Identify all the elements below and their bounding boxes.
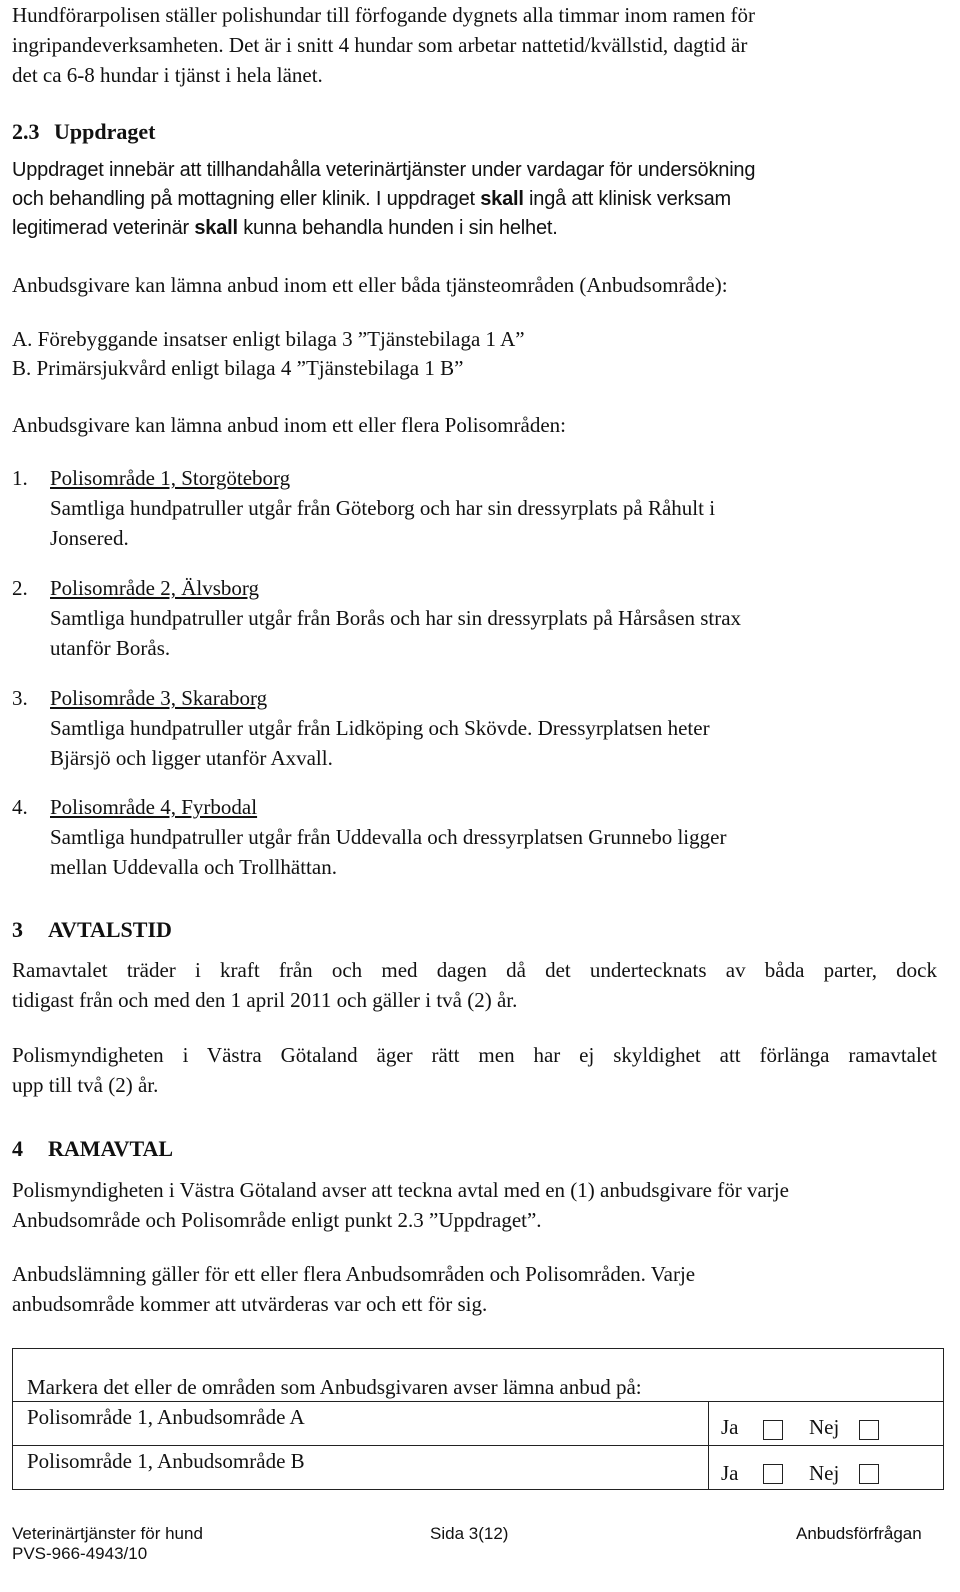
- area-title: Polisområde 4, Fyrbodal: [50, 795, 258, 819]
- ramavtal-paragraph-1: [12, 1175, 937, 1235]
- area-title: Polisområde 2, Älvsborg: [50, 576, 260, 600]
- uppdraget-paragraph: [12, 156, 937, 243]
- section-heading-2-3: [12, 118, 155, 146]
- text-run: ingå att klinisk verksam: [523, 188, 731, 210]
- paragraph-line: Anbudslämning gäller för ett eller flera Anbudsområden och Polisområden. Varje: [12, 1262, 696, 1286]
- no-checkbox[interactable]: [859, 1464, 879, 1484]
- option-text: Primärsjukvård enligt bilaga 4 ”Tjänstebilaga 1 B”: [36, 356, 464, 380]
- emphasis-skall: skall: [480, 188, 524, 210]
- area-line: utanför Borås.: [50, 636, 171, 660]
- table-row-divider: [13, 1445, 943, 1446]
- paragraph-line: [12, 185, 937, 214]
- option-text: Förebyggande insatser enligt bilaga 3 ”Tjänstebilaga 1 A”: [37, 327, 525, 351]
- footer-right: Anbudsförfrågan: [796, 1524, 922, 1543]
- ramavtal-paragraph-2: [12, 1259, 937, 1319]
- table-row-label: Polisområde 1, Anbudsområde B: [27, 1449, 305, 1473]
- page-number: Sida 3(12): [430, 1524, 509, 1543]
- intro-paragraph: [12, 0, 937, 90]
- section-title: RAMAVTAL: [48, 1136, 174, 1161]
- paragraph-line: anbudsområde kommer att utvärderas var och ett för sig.: [12, 1292, 488, 1316]
- paragraph-line: tidigast från och med den 1 april 2011 och gäller i två (2) år.: [12, 988, 518, 1012]
- footer-left: [12, 1524, 203, 1564]
- section-number: 4: [12, 1136, 23, 1161]
- section-number: 3: [12, 917, 23, 942]
- no-label: Nej: [809, 1415, 840, 1439]
- paragraph-line: Ramavtalet träder i kraft från och med dagen då det undertecknats av båda parter, dock: [12, 958, 937, 982]
- section-title: Uppdraget: [54, 119, 156, 144]
- paragraph-line: upp till två (2) år.: [12, 1073, 159, 1097]
- paragraph-line: Polismyndigheten i Västra Götaland avser att teckna avtal med en (1) anbudsgivare för varje: [12, 1178, 789, 1202]
- intro-line: Hundförarpolisen ställer polishundar till förfogande dygnets alla timmar inom ramen för: [12, 3, 755, 27]
- list-marker: 4.: [12, 795, 28, 819]
- footer-reference: PVS-966-4943/10: [12, 1544, 148, 1563]
- selection-table: [12, 1348, 944, 1490]
- section-heading-4: [12, 1135, 173, 1163]
- yes-label: Ja: [721, 1415, 739, 1439]
- area-line: Samtliga hundpatruller utgår från Lidköping och Skövde. Dressyrplatsen heter: [50, 716, 710, 740]
- area-line: Jonsered.: [50, 526, 129, 550]
- yes-checkbox[interactable]: [763, 1464, 783, 1484]
- avtalstid-paragraph-1: [12, 955, 937, 1015]
- area-title: Polisområde 3, Skaraborg: [50, 686, 268, 710]
- paragraph-line: [12, 214, 937, 243]
- text-run: legitimerad veterinär: [12, 217, 195, 239]
- selection-prompt: Markera det eller de områden som Anbudsgivaren avser lämna anbud på:: [27, 1375, 642, 1399]
- no-label: Nej: [809, 1461, 840, 1485]
- area-line: mellan Uddevalla och Trollhättan.: [50, 855, 337, 879]
- table-row-label: Polisområde 1, Anbudsområde A: [27, 1405, 305, 1429]
- list-marker: 1.: [12, 466, 28, 490]
- area-line: Samtliga hundpatruller utgår från Göteborg och har sin dressyrplats på Råhult i: [50, 496, 716, 520]
- option-b: [12, 353, 463, 383]
- option-a: [12, 324, 525, 354]
- area-line: Bjärsjö och ligger utanför Axvall.: [50, 746, 333, 770]
- text-run: kunna behandla hunden i sin helhet.: [237, 217, 558, 239]
- paragraph-line: Polismyndigheten i Västra Götaland äger rätt men har ej skyldighet att förlänga ramavtalet: [12, 1043, 937, 1067]
- section-heading-3: [12, 916, 172, 944]
- paragraph-line: Anbudsområde och Polisområde enligt punkt 2.3 ”Uppdraget”.: [12, 1208, 542, 1232]
- option-marker: B.: [12, 356, 32, 380]
- avtalstid-paragraph-2: [12, 1040, 937, 1100]
- intro-line: ingripandeverksamheten. Det är i snitt 4 hundar som arbetar nattetid/kvällstid, dagtid är: [12, 33, 748, 57]
- list-marker: 3.: [12, 686, 28, 710]
- area-title: Polisområde 1, Storgöteborg: [50, 466, 291, 490]
- table-row-divider: [13, 1401, 943, 1402]
- intro-line: det ca 6-8 hundar i tjänst i hela länet.: [12, 63, 323, 87]
- footer-title: Veterinärtjänster för hund: [12, 1524, 203, 1543]
- area-line: Samtliga hundpatruller utgår från Borås och har sin dressyrplats på Hårsåsen strax: [50, 606, 742, 630]
- list-marker: 2.: [12, 576, 28, 600]
- section-number: 2.3: [12, 119, 40, 144]
- paragraph-line: Uppdraget innebär att tillhandahålla veterinärtjänster under vardagar för undersökning: [12, 159, 756, 181]
- option-marker: A.: [12, 327, 33, 351]
- area-line: Samtliga hundpatruller utgår från Uddevalla och dressyrplatsen Grunnebo ligger: [50, 825, 727, 849]
- no-checkbox[interactable]: [859, 1420, 879, 1440]
- emphasis-skall: skall: [194, 217, 238, 239]
- section-title: AVTALSTID: [48, 917, 172, 942]
- yes-checkbox[interactable]: [763, 1420, 783, 1440]
- anbudsomrade-intro: Anbudsgivare kan lämna anbud inom ett eller båda tjänsteområden (Anbudsområde):: [12, 273, 728, 297]
- yes-label: Ja: [721, 1461, 739, 1485]
- text-run: och behandling på mottagning eller klinik. I uppdraget: [12, 188, 481, 210]
- polisomrade-intro: Anbudsgivare kan lämna anbud inom ett eller flera Polisområden:: [12, 413, 567, 437]
